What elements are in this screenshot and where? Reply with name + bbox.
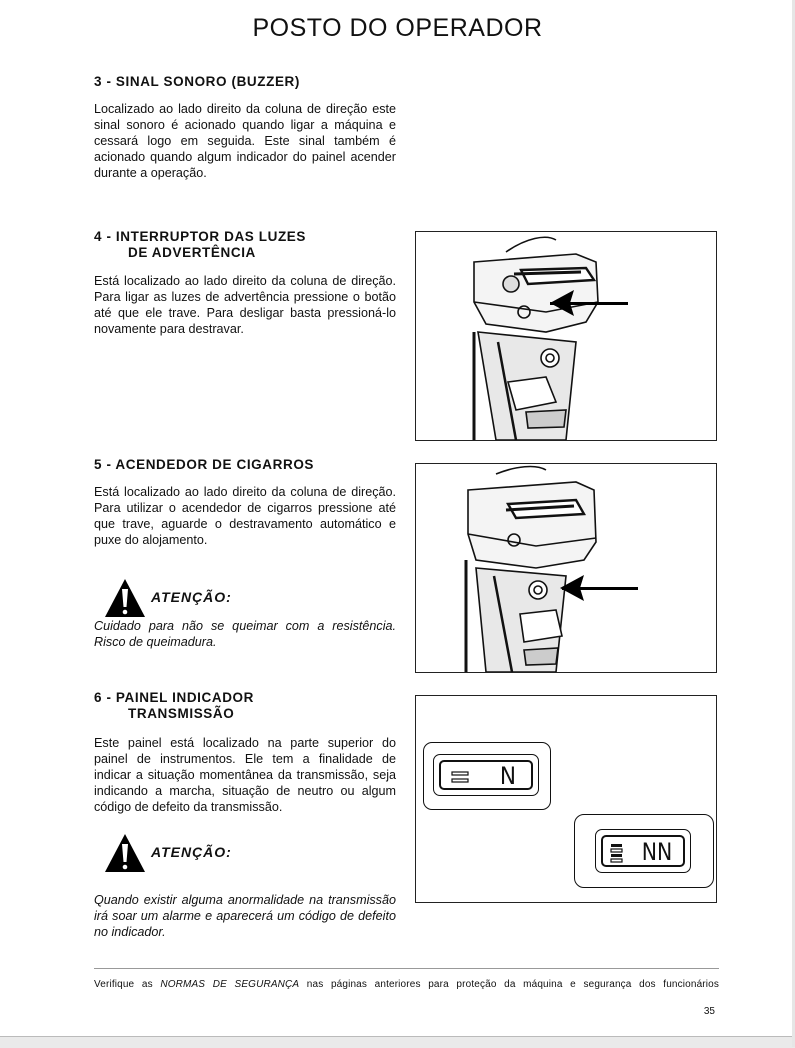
warning-2-label: ATENÇÃO: [151,844,232,860]
steering-column-illustration [416,232,716,440]
viewer-bottom-edge [0,1036,795,1048]
gear-indicator-icon [610,843,624,863]
section-6-body: Este painel está localizado na parte superior do painel de instrumentos. Ele tem a finalidade de indicar a situação momentânea da transmissão, seja indicando a marcha, situação de neutro ou algum código de defeito da transmissão. [94,736,396,814]
section-4-title [94,229,306,261]
gear-indicator-icon [451,770,471,786]
display-2-text: NN [641,838,673,866]
section-6-title-line1: 6 - PAINEL INDICADOR [94,690,255,705]
steering-column-illustration-2 [416,464,716,672]
page-title: POSTO DO OPERADOR [252,14,543,42]
section-3-body: Localizado ao lado direito da coluna de direção este sinal sonoro é acionado quando ligar a máquina e cessará logo em seguida. Este sinal também é acionado quando algum indicador do painel acender durante a operação. [94,102,396,180]
section-6-title-line2: TRANSMISSÃO [128,706,235,721]
warning-2-text: Quando existir alguma anormalidade na transmissão irá soar um alarme e aparecerá um código de defeito no indicador. [94,893,396,939]
display-1-text: N [499,762,517,790]
warning-1-label: ATENÇÃO: [151,589,232,605]
section-6-title [94,690,254,722]
section-4-title-line1: 4 - INTERRUPTOR DAS LUZES [94,229,307,244]
section-4-title-line2: DE ADVERTÊNCIA [128,245,256,260]
figure-transmission-panel [415,695,717,903]
warning-1-text: Cuidado para não se queimar com a resistência. Risco de queimadura. [94,619,396,649]
figure-hazard-switch [415,231,717,441]
footer-prefix: Verifique as [94,979,161,990]
footer-divider [94,968,719,969]
section-5-body: Está localizado ao lado direito da coluna de direção. Para utilizar o acendedor de cigarros pressione até que trave, aguarde o destravamento automático e puxe do alojamento. [94,485,396,547]
display-panel-2 [574,814,714,888]
section-3-title: 3 - SINAL SONORO (BUZZER) [94,74,301,89]
section-4-body: Está localizado ao lado direito da coluna de direção. Para ligar as luzes de advertência pressione o botão até que ele trave. Para desligar basta pressioná-lo novamente para destravar. [94,274,396,336]
warning-triangle-icon [103,832,147,874]
footer-emphasis: NORMAS DE SEGURANÇA [160,979,300,990]
display-panel-1 [423,742,551,810]
footer-note [94,979,719,990]
warning-triangle-icon [103,577,147,619]
page-number: 35 [703,1006,715,1017]
figure-cigarette-lighter [415,463,717,673]
footer-suffix: nas páginas anteriores para proteção da máquina e segurança dos funcionários [299,979,719,990]
section-5-title: 5 - ACENDEDOR DE CIGARROS [94,457,315,472]
